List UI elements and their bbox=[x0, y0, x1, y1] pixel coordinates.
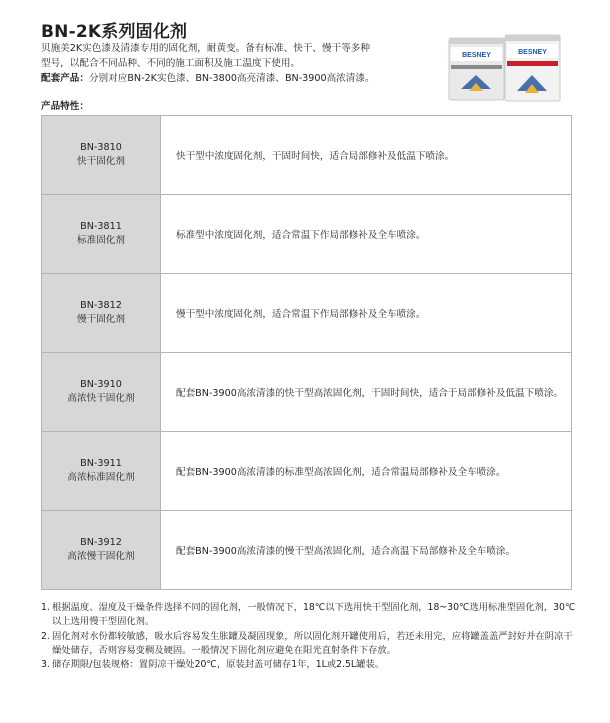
table-row bbox=[42, 511, 571, 589]
product-name: 快干固化剂 bbox=[77, 156, 125, 167]
note-text: 根据温度、湿度及干燥条件选择不同的固化剂，一般情况下，18℃以下选用快干型固化剂，18~30℃选用标准型固化剂，30℃以上选用慢干型固化剂。 bbox=[52, 602, 576, 628]
product-description: 快干型中浓度固化剂，干固时间快，适合局部修补及低温下喷涂。 bbox=[176, 151, 455, 162]
product-code: BN-3910 bbox=[80, 379, 122, 390]
table-row bbox=[42, 353, 571, 432]
matching-products bbox=[41, 71, 436, 86]
can-right-brand: BESNEY bbox=[518, 49, 547, 56]
product-code: BN-3912 bbox=[80, 537, 122, 548]
list-item bbox=[41, 658, 581, 672]
intro-line-1: 贝施美2K实色漆及清漆专用的固化剂，耐黄变。备有标准、快干、慢干等多种 bbox=[41, 43, 370, 54]
product-cell bbox=[42, 274, 161, 352]
product-description: 慢干型中浓度固化剂，适合常温下作局部修补及全车喷涂。 bbox=[176, 309, 426, 320]
can-left-brand: BESNEY bbox=[462, 52, 491, 59]
product-description: 配套BN-3900高浓清漆的标准型高浓固化剂，适合常温局部修补及全车喷涂。 bbox=[176, 467, 506, 478]
table-row bbox=[42, 274, 571, 353]
product-name: 高浓慢干固化剂 bbox=[67, 551, 135, 562]
note-number: 3. bbox=[41, 659, 50, 671]
product-code: BN-3810 bbox=[80, 142, 122, 153]
note-text: 固化剂对水份都较敏感，吸水后容易发生胀罐及凝固现象，所以固化剂开罐使用后，若还未用完，应将罐盖盖严封好并在阴凉干燥处储存，否则容易变稠及硬固。一般情况下固化剂应避免在阳光直射条件下存放。 bbox=[52, 630, 573, 656]
matching-text: 分别对应BN-2K实色漆、BN-3800高亮清漆、BN-3900高浓清漆。 bbox=[88, 73, 375, 84]
product-cell bbox=[42, 432, 161, 510]
list-item bbox=[41, 630, 581, 659]
product-cell bbox=[42, 116, 161, 194]
table-row bbox=[42, 432, 571, 511]
product-description: 配套BN-3900高浓清漆的慢干型高浓固化剂，适合高温下局部修补及全车喷涂。 bbox=[176, 546, 516, 557]
product-can-right bbox=[505, 35, 560, 101]
note-number: 2. bbox=[41, 630, 50, 642]
product-code: BN-3911 bbox=[80, 458, 122, 469]
product-name: 高浓标准固化剂 bbox=[67, 472, 135, 483]
intro-paragraph bbox=[41, 41, 436, 86]
list-item bbox=[41, 601, 581, 630]
table-row bbox=[42, 116, 571, 195]
product-cell bbox=[42, 511, 161, 589]
matching-label: 配套产品： bbox=[41, 73, 89, 84]
product-name: 高浓快干固化剂 bbox=[67, 393, 135, 404]
note-text: 储存期限/包装规格：置阴凉干燥处20℃，原装封盖可储存1年，1L或2.5L罐装。 bbox=[52, 659, 384, 671]
product-name: 标准固化剂 bbox=[77, 235, 125, 246]
features-label: 产品特性： bbox=[41, 101, 89, 112]
product-cell bbox=[42, 353, 161, 431]
product-code: BN-3811 bbox=[80, 221, 122, 232]
product-name: 慢干固化剂 bbox=[77, 314, 125, 325]
product-description: 标准型中浓度固化剂，适合常温下作局部修补及全车喷涂。 bbox=[176, 230, 426, 241]
product-code: BN-3812 bbox=[80, 300, 122, 311]
intro-line-2: 型号，以配合不同品种、不同的施工面积及施工温度下使用。 bbox=[41, 58, 301, 69]
product-cans-image bbox=[441, 33, 566, 105]
product-description: 配套BN-3900高浓清漆的快干型高浓固化剂，干固时间快，适合于局部修补及低温下喷涂。 bbox=[176, 388, 564, 399]
page-title: BN-2K系列固化剂 bbox=[41, 22, 188, 42]
product-cell bbox=[42, 195, 161, 273]
table-row bbox=[42, 195, 571, 274]
notes-list bbox=[41, 601, 581, 672]
products-table bbox=[41, 115, 572, 590]
product-can-left bbox=[449, 38, 504, 100]
note-number: 1. bbox=[41, 602, 50, 613]
